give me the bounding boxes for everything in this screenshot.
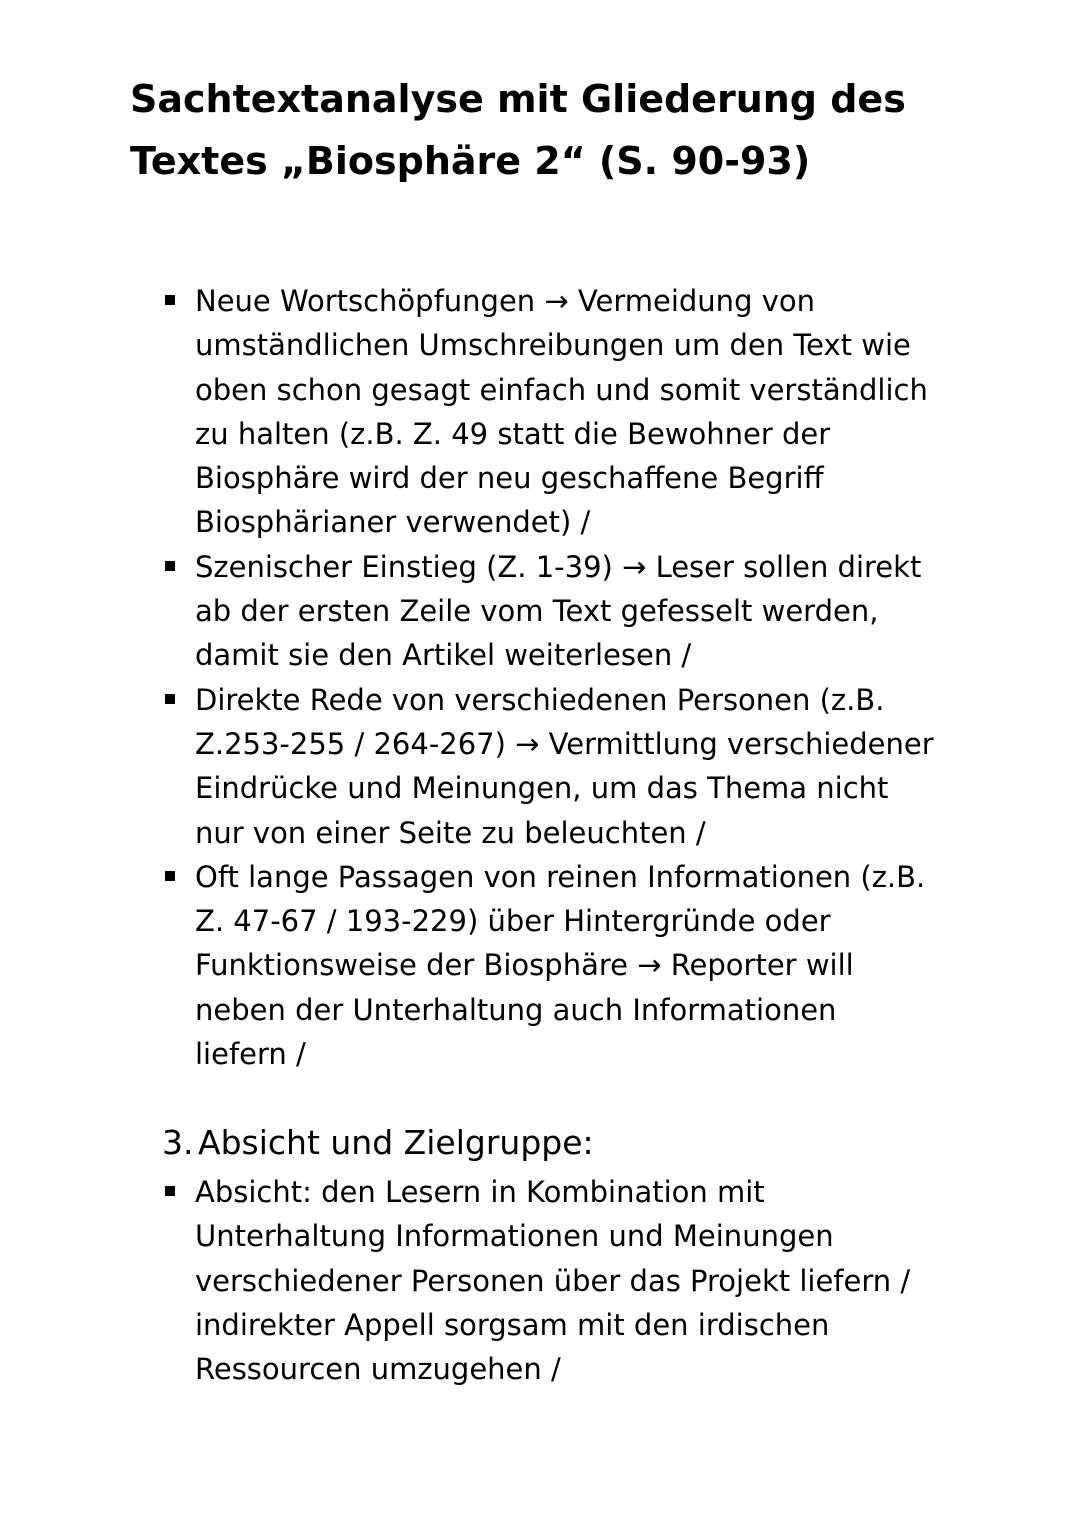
- text-line: neben der Unterhaltung auch Informationen: [195, 992, 837, 1027]
- text-line: umständlichen Umschreibungen um den Text wie: [195, 328, 911, 363]
- text-line: Ressourcen umzugehen /: [195, 1352, 561, 1387]
- bullet-item: [162, 1170, 992, 1391]
- square-bullet-icon: [165, 694, 175, 704]
- text-line: liefern /: [195, 1037, 306, 1072]
- text-line: Neue Wortschöpfungen → Vermeidung von: [195, 284, 815, 318]
- text-line: Biosphäre wird der neu geschaffene Begriff: [195, 461, 824, 496]
- bullet-item: [162, 855, 992, 1076]
- section-heading: [162, 1118, 594, 1168]
- square-bullet-icon: [165, 295, 175, 305]
- bullet-list: [162, 279, 992, 1076]
- square-bullet-icon: [165, 561, 175, 571]
- title-line: Textes „Biosphäre 2“ (S. 90-93): [130, 139, 811, 183]
- text-line: Unterhaltung Informationen und Meinungen: [195, 1219, 834, 1254]
- bullet-item: [162, 279, 992, 545]
- text-line: verschiedener Personen über das Projekt liefern /: [195, 1263, 911, 1298]
- square-bullet-icon: [165, 1186, 175, 1196]
- bullet-list: [162, 1170, 992, 1391]
- text-line: Direkte Rede von verschiedenen Personen (z.B.: [195, 682, 885, 717]
- text-line: indirekter Appell sorgsam mit den irdischen: [195, 1307, 830, 1342]
- text-line: Eindrücke und Meinungen, um das Thema nicht: [195, 771, 889, 806]
- title-line: Sachtextanalyse mit Gliederung des: [130, 77, 906, 121]
- text-line: Z.253-255 / 264-267) → Vermittlung verschiedener: [195, 726, 934, 761]
- document-title: [130, 68, 990, 192]
- text-line: nur von einer Seite zu beleuchten /: [195, 815, 706, 850]
- bullet-item: [162, 678, 992, 855]
- square-bullet-icon: [165, 871, 175, 881]
- text-line: Biosphärianer verwendet) /: [195, 505, 591, 540]
- text-line: ab der ersten Zeile vom Text gefesselt werden,: [195, 594, 879, 629]
- section-number: 3.: [162, 1123, 194, 1162]
- text-line: damit sie den Artikel weiterlesen /: [195, 638, 692, 673]
- text-line: zu halten (z.B. Z. 49 statt die Bewohner der: [195, 416, 831, 451]
- section-heading-text: Absicht und Zielgruppe:: [198, 1123, 594, 1162]
- text-line: Absicht: den Lesern in Kombination mit: [195, 1175, 765, 1209]
- text-line: Z. 47-67 / 193-229) über Hintergründe oder: [195, 904, 831, 939]
- text-line: Oft lange Passagen von reinen Informationen (z.B.: [195, 859, 926, 894]
- text-line: Funktionsweise der Biosphäre → Reporter will: [195, 948, 854, 983]
- text-line: Szenischer Einstieg (Z. 1-39) → Leser sollen direkt: [195, 549, 922, 584]
- bullet-item: [162, 545, 992, 678]
- text-line: oben schon gesagt einfach und somit verständlich: [195, 372, 928, 407]
